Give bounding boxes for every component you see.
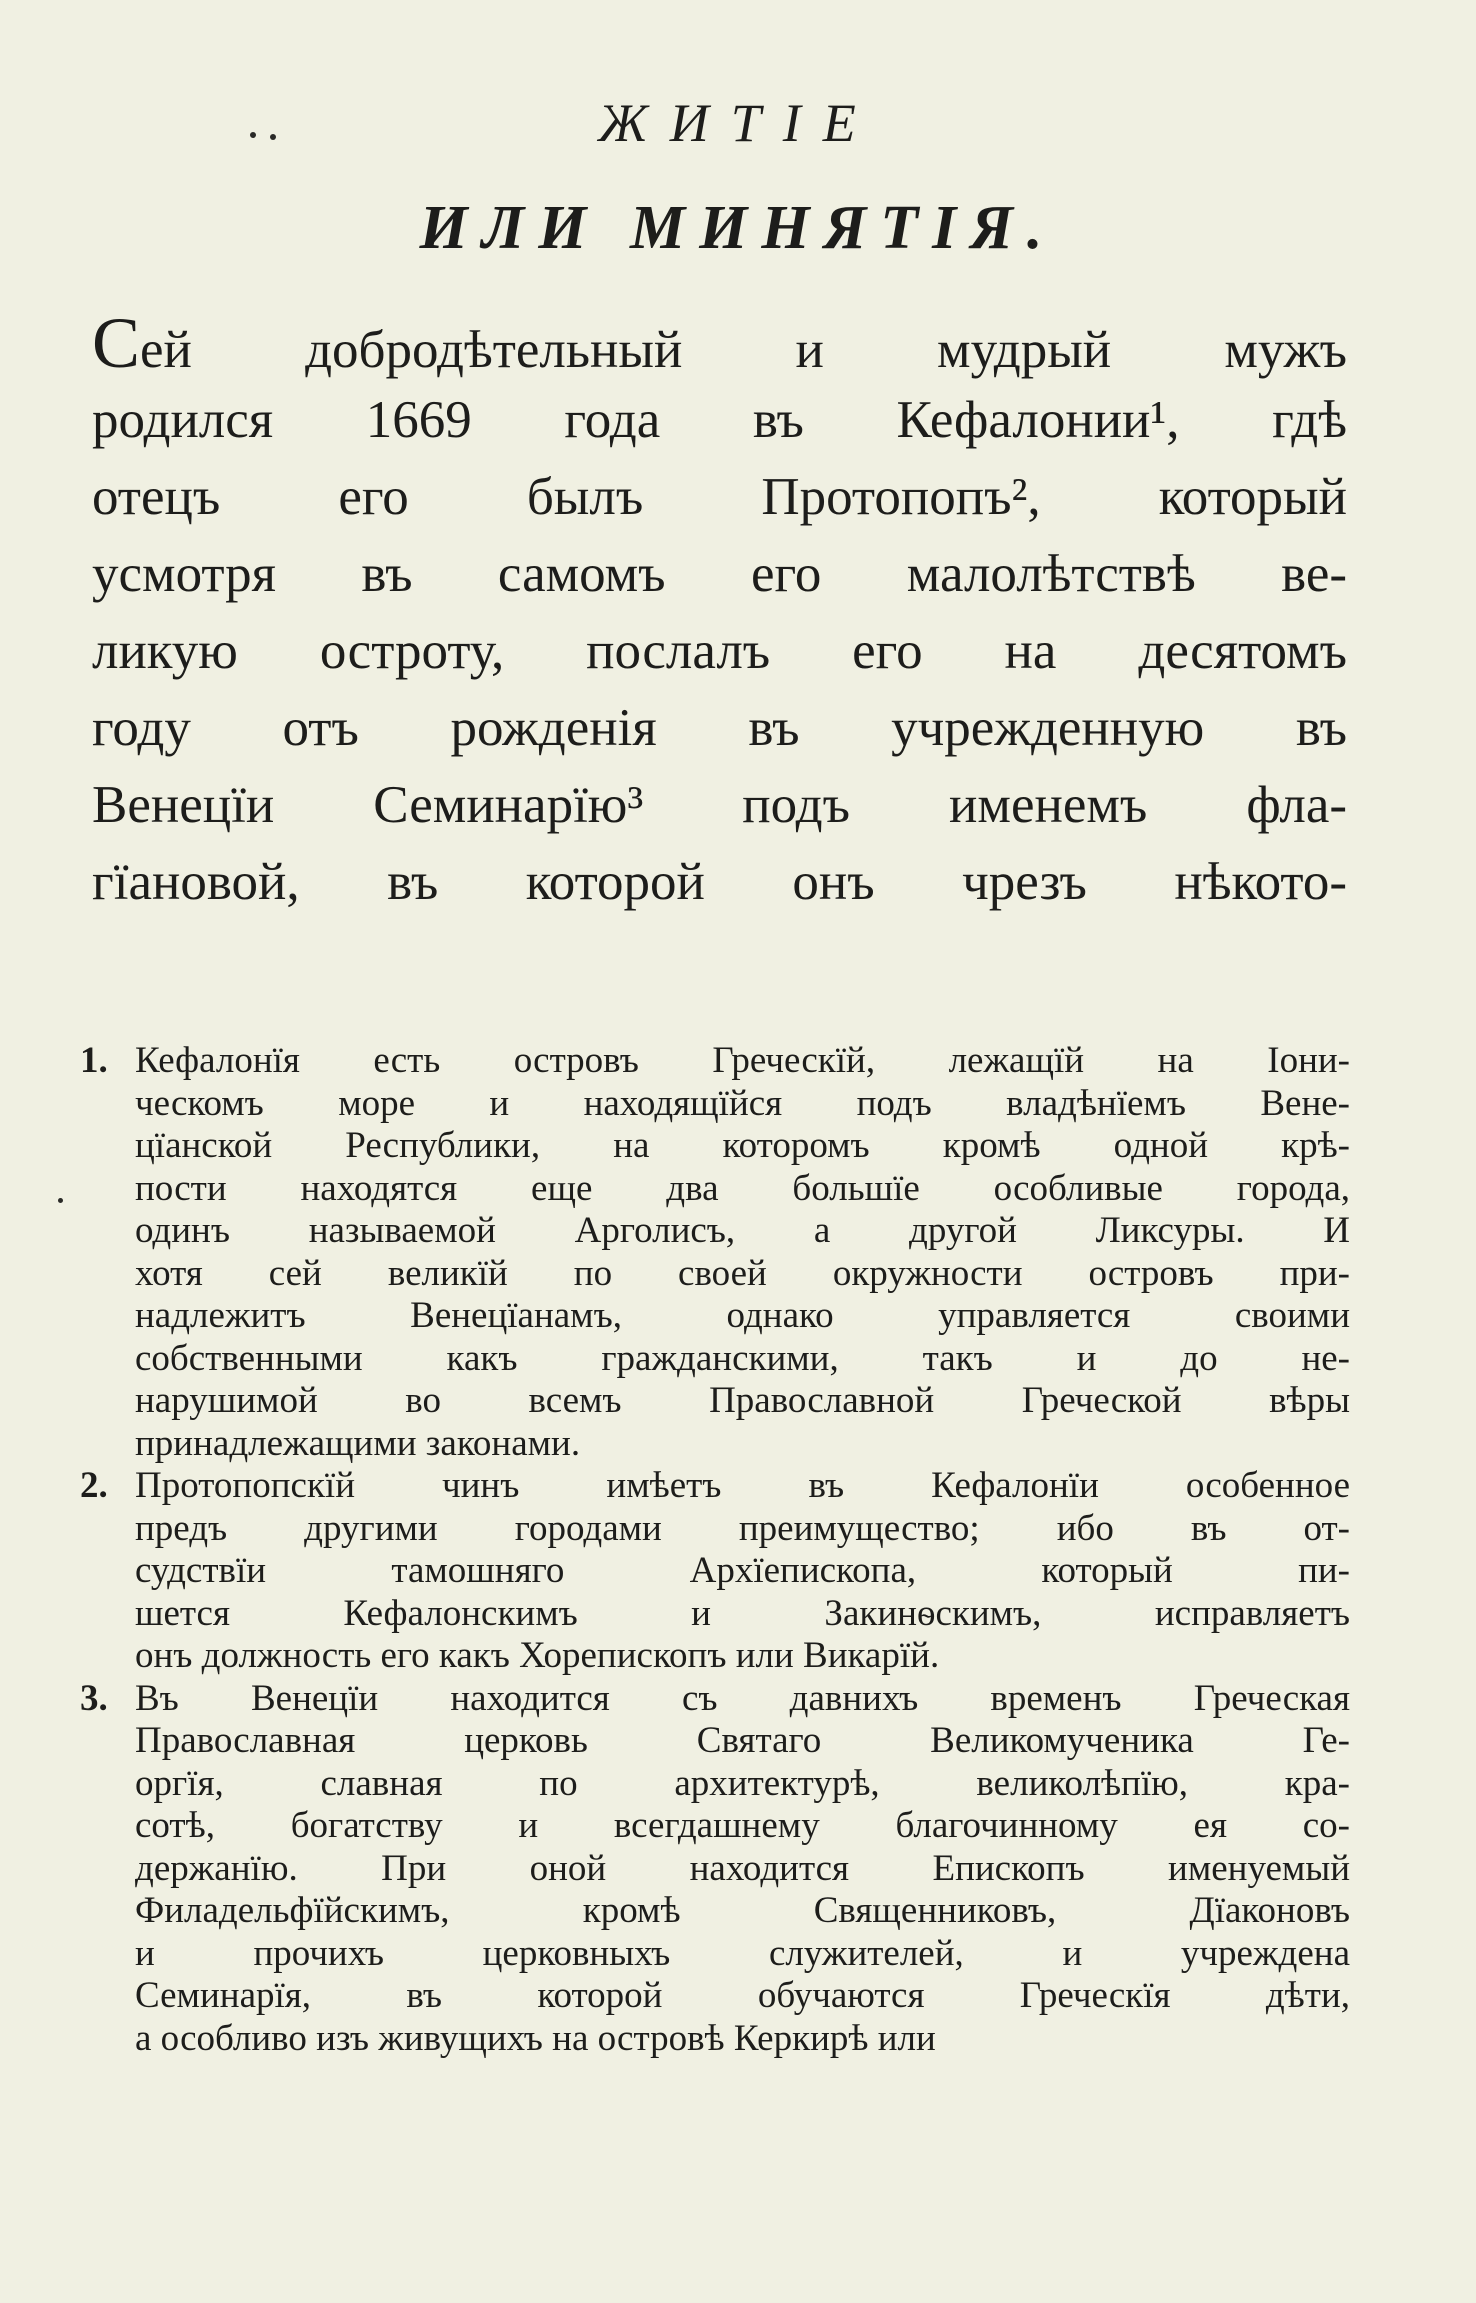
main-text-line-content: усмотря въ самомъ его малолѣтствѣ ве- [92,545,1347,603]
main-text-line [92,844,1347,921]
footnote-line: а особливо изъ живущихъ на островѣ Керкирѣ или [135,2017,936,2059]
footnote-line: онъ должность его какъ Хорепископъ или Викарїй. [135,1635,940,1676]
footnote-line: собственными какъ гражданскими, такъ и до не- [135,1337,1350,1379]
footnote [80,1465,1350,1678]
main-text-line [92,305,1347,382]
footnote-line: цїанской Республики, на которомъ кромѣ одной крѣ- [135,1125,1350,1166]
footnote-line: принадлежащими законами. [135,1422,581,1464]
footnote-number: 2. [80,1465,108,1506]
footnote-line: держанїю. При оной находится Епископъ именуемый [135,1847,1350,1889]
initial-letter: С [92,305,141,382]
main-text-line [92,767,1347,844]
main-paragraph [92,305,1347,921]
main-text-line-content: гїановой, въ которой онъ чрезъ нѣкото- [92,853,1347,911]
main-text-line [92,459,1347,536]
footnote-line: ческомъ море и находящїйся подъ владѣнїемъ Вене- [135,1082,1350,1124]
main-text-line-content: ликую остроту, послалъ его на десятомъ [92,622,1347,680]
page-subtitle: ИЛИ МИНЯТІЯ. [419,194,1057,262]
footnote-line: Православная церковь Святаго Великомученика Ге- [135,1720,1350,1761]
footnote-line: судствїи тамошняго Архїепископа, который пи- [135,1550,1350,1591]
footnote-line: Семинарїя, въ которой обучаются Греческїя дѣти, [135,1975,1350,2016]
footnote-line: одинъ называемой Арголисъ, а другой Ликсуры. И [135,1210,1350,1251]
footnote-line: нарушимой во всемъ Православной Греческой вѣры [135,1380,1350,1421]
footnote-line: Филадельфїйскимъ, кромѣ Священниковъ, Дїаконовъ [135,1890,1350,1931]
footnote-number: 1. [80,1040,108,1081]
footnote-line: оргїя, славная по архитектурѣ, великолѣпїю, кра- [135,1762,1350,1804]
main-text-line-content: году отъ рожденія въ учрежденную въ [92,699,1347,757]
footnote-number: 3. [80,1677,108,1719]
footnote-line: пости находятся еще два большїе особливые города, [135,1167,1350,1209]
footnote-line: шется Кефалонскимъ и Закинѳскимъ, исправляетъ [135,1592,1350,1634]
footnote-line: хотя сей великїй по своей окружности островъ при- [135,1252,1350,1294]
footnote [80,1040,1350,1465]
main-text-line-content: Венецїи Семинарїю³ подъ именемъ фла- [92,776,1347,834]
main-text-line-content: ей добродѣтельный и мудрый мужъ [140,321,1347,379]
main-text-line [92,382,1347,459]
main-text-line [92,690,1347,767]
page-title: ЖИТІЕ [598,93,878,153]
main-text-line [92,536,1347,613]
footnote-line: предъ другими городами преимущество; ибо въ от- [135,1507,1350,1549]
footnote-line: надлежитъ Венецїанамъ, однако управляется своими [135,1295,1350,1336]
footnote-line: сотѣ, богатству и всегдашнему благочинному ея со- [135,1805,1350,1846]
main-text-line-content: отецъ его былъ Протопопъ², который [92,468,1347,526]
footnote [80,1678,1350,2061]
footnote-line: Протопопскїй чинъ имѣетъ въ Кефалонїи особенное [135,1465,1350,1506]
print-speck [58,1198,63,1203]
main-text-line-content: родился 1669 года въ Кефалонии¹, гдѣ [92,391,1347,449]
main-text-line [92,613,1347,690]
footnote-line: Въ Венецїи находится съ давнихъ временъ Греческая [135,1677,1350,1719]
footnote-line: и прочихъ церковныхъ служителей, и учреждена [135,1932,1350,1974]
footnote-line: Кефалонїя есть островъ Греческїй, лежащїй на Іони- [135,1040,1350,1081]
footnotes [80,1040,1350,2060]
